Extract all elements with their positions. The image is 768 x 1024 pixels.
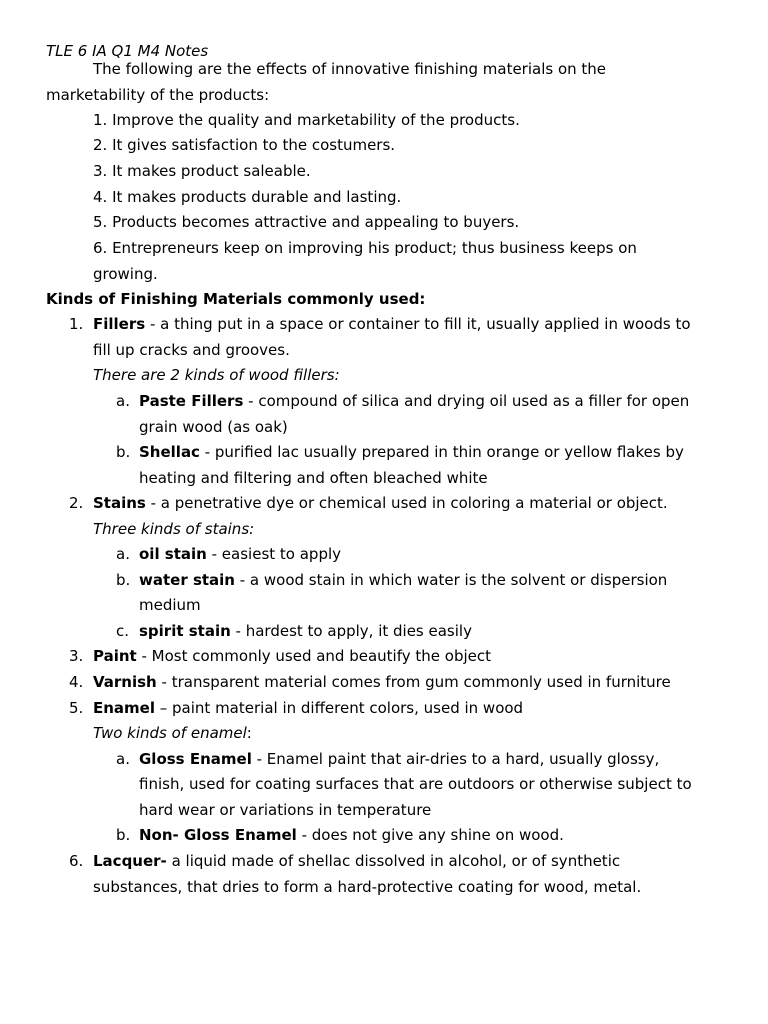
term-shellac: Shellac [139, 443, 200, 461]
definition-text: - Most commonly used and beautify the object [136, 647, 491, 665]
definition-continuation: grain wood (as oak) [139, 418, 288, 436]
list-item-stains [93, 494, 668, 512]
effect-item: 4. It makes products durable and lasting. [93, 188, 402, 206]
list-item-paint [93, 647, 491, 665]
list-letter: b. [116, 571, 131, 589]
sub-item-shellac [139, 443, 684, 461]
list-number: 3. [69, 647, 84, 665]
definition-text: - Enamel paint that air-dries to a hard, usually glossy, [251, 750, 660, 768]
definition-text: - does not give any shine on wood. [296, 826, 564, 844]
term-water-stain: water stain [139, 571, 235, 589]
definition-continuation: finish, used for coating surfaces that are outdoors or otherwise subject to [139, 775, 692, 793]
definition-continuation: fill up cracks and grooves. [93, 341, 290, 359]
sub-item-oil-stain [139, 545, 341, 563]
sub-intro-text: Two kinds of enamel [93, 724, 247, 742]
effect-item: 5. Products becomes attractive and appealing to buyers. [93, 213, 520, 231]
intro-line-2: marketability of the products: [46, 86, 270, 104]
term-gloss-enamel: Gloss Enamel [139, 750, 252, 768]
effect-item-continuation: growing. [93, 265, 158, 283]
definition-text: - a wood stain in which water is the solvent or dispersion [234, 571, 668, 589]
list-letter: c. [116, 622, 130, 640]
list-number: 5. [69, 699, 84, 717]
list-letter: a. [116, 750, 130, 768]
term-enamel: Enamel [93, 699, 155, 717]
list-number: 1. [69, 315, 84, 333]
term-oil-stain: oil stain [139, 545, 207, 563]
definition-text: - transparent material comes from gum commonly used in furniture [156, 673, 671, 691]
list-letter: a. [116, 545, 130, 563]
definition-continuation: substances, that dries to form a hard-protective coating for wood, metal. [93, 878, 642, 896]
sub-intro: Three kinds of stains: [93, 520, 255, 538]
definition-text: - purified lac usually prepared in thin orange or yellow flakes by [199, 443, 684, 461]
definition-text: - easiest to apply [206, 545, 342, 563]
section-heading: Kinds of Finishing Materials commonly used: [46, 290, 426, 308]
sub-item-paste-fillers [139, 392, 689, 410]
term-spirit-stain: spirit stain [139, 622, 231, 640]
list-number: 2. [69, 494, 84, 512]
term-stains: Stains [93, 494, 146, 512]
definition-continuation: hard wear or variations in temperature [139, 801, 432, 819]
effect-item: 2. It gives satisfaction to the costumers. [93, 136, 396, 154]
list-item-fillers [93, 315, 691, 333]
sub-intro [93, 724, 252, 742]
intro-line-1: The following are the effects of innovative finishing materials on the [93, 60, 607, 78]
effect-item: 1. Improve the quality and marketability of the products. [93, 111, 520, 129]
list-letter: a. [116, 392, 130, 410]
effect-item: 3. It makes product saleable. [93, 162, 311, 180]
list-item-enamel [93, 699, 523, 717]
definition-text: - compound of silica and drying oil used as a filler for open [243, 392, 690, 410]
definition-text: a liquid made of shellac dissolved in alcohol, or of synthetic [166, 852, 621, 870]
definition-text: - hardest to apply, it dies easily [230, 622, 472, 640]
term-non-gloss-enamel: Non- Gloss Enamel [139, 826, 297, 844]
sub-item-gloss-enamel [139, 750, 659, 768]
term-paint: Paint [93, 647, 137, 665]
term-varnish: Varnish [93, 673, 157, 691]
definition-text: - a penetrative dye or chemical used in coloring a material or object. [145, 494, 668, 512]
sub-item-water-stain [139, 571, 667, 589]
document-title: TLE 6 IA Q1 M4 Notes [46, 42, 209, 60]
list-number: 4. [69, 673, 84, 691]
list-item-lacquer [93, 852, 620, 870]
sub-intro: There are 2 kinds of wood fillers: [93, 366, 340, 384]
effect-item: 6. Entrepreneurs keep on improving his product; thus business keeps on [93, 239, 637, 257]
list-number: 6. [69, 852, 84, 870]
sub-intro-colon: : [246, 724, 252, 742]
term-paste-fillers: Paste Fillers [139, 392, 244, 410]
sub-item-non-gloss-enamel [139, 826, 564, 844]
list-letter: b. [116, 826, 131, 844]
definition-continuation: medium [139, 596, 201, 614]
sub-item-spirit-stain [139, 622, 472, 640]
term-fillers: Fillers [93, 315, 146, 333]
definition-continuation: heating and filtering and often bleached white [139, 469, 488, 487]
list-letter: b. [116, 443, 131, 461]
definition-text: - a thing put in a space or container to fill it, usually applied in woods to [145, 315, 691, 333]
list-item-varnish [93, 673, 671, 691]
term-lacquer: Lacquer- [93, 852, 167, 870]
definition-text: – paint material in different colors, used in wood [155, 699, 524, 717]
